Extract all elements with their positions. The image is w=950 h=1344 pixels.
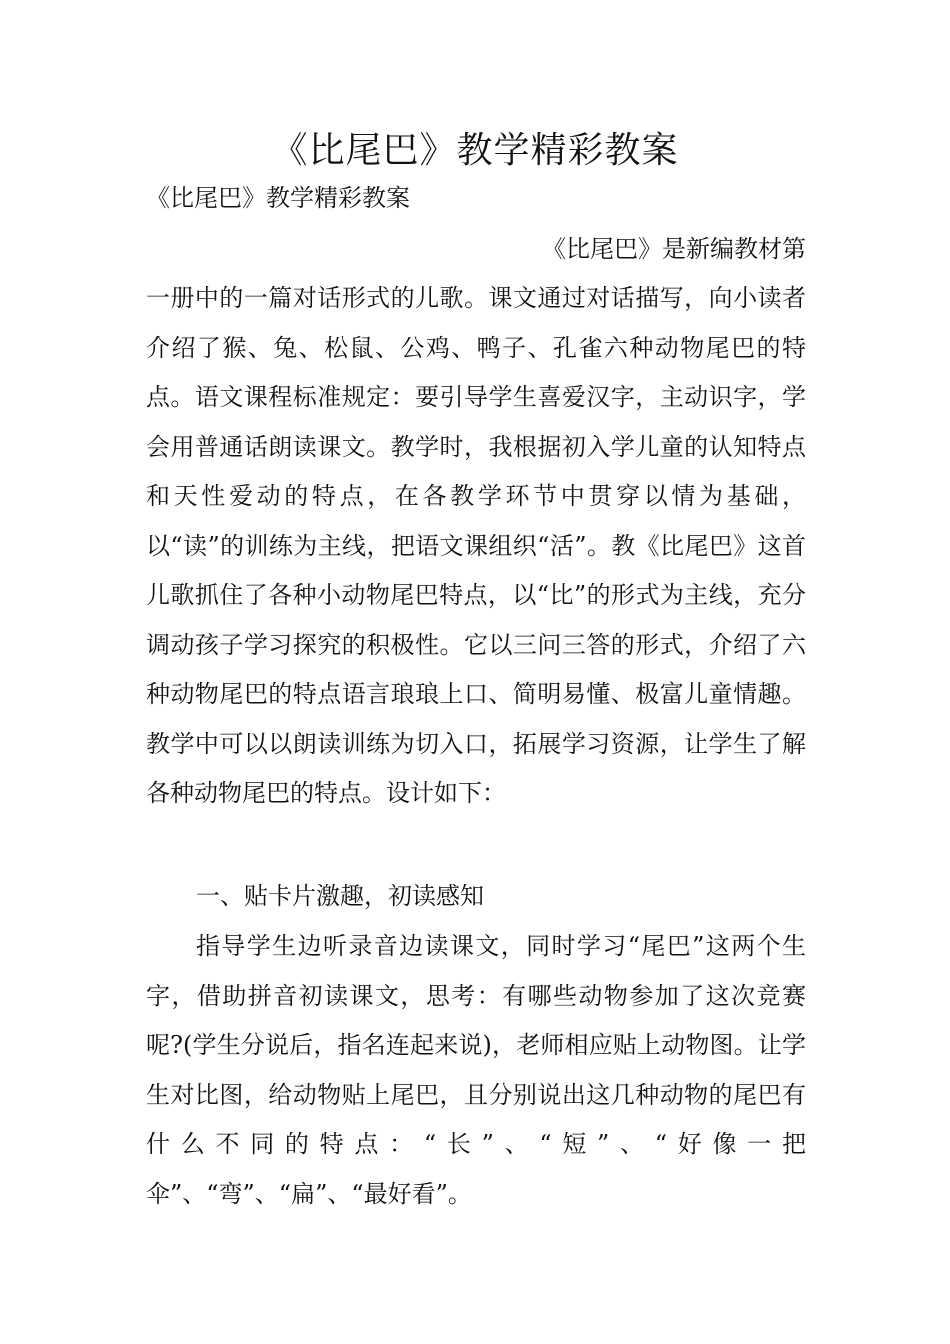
document-subtitle: 《比尾巴》教学精彩教案	[146, 184, 410, 212]
intro-first-line: 《比尾巴》是新编教材第	[542, 235, 806, 263]
intro-paragraph: 一册中的一篇对话形式的儿歌。课文通过对话描写，向小读者介绍了猴、兔、松鼠、公鸡、鸭子、孔雀六种动物尾巴的特点。语文课程标准规定：要引导学生喜爱汉字，主动识字，学会用普通话朗读课文。教学时，我根据初入学儿童的认知特点和天性爱动的特点，在各教学环节中贯穿以情为基础，以“读”的训练为主线，把语文课组织“活”。教《比尾巴》这首儿歌抓住了各种小动物尾巴特点，以“比”的形式为主线，充分调动孩子学习探究的积极性。它以三问三答的形式，介绍了六种动物尾巴的特点语言琅琅上口、简明易懂、极富儿童情趣。教学中可以以朗读训练为切入口，拓展学习资源，让学生了解各种动物尾巴的特点。设计如下：	[146, 284, 806, 807]
section-paragraph: 指导学生边听录音边读课文，同时学习“尾巴”这两个生字，借助拼音初读课文，思考：有哪些动物参加了这次竞赛呢?(学生分说后，指名连起来说)，老师相应贴上动物图。让学生对比图，给动物贴上尾巴，且分别说出这几种动物的尾巴有什么不同的特点：“长”、“短”、“好像一把伞”、“弯”、“扁”、“最好看”。	[146, 932, 806, 1208]
section-heading: 一、贴卡片激趣，初读感知	[196, 882, 484, 910]
page-title: 《比尾巴》教学精彩教案	[271, 130, 679, 171]
